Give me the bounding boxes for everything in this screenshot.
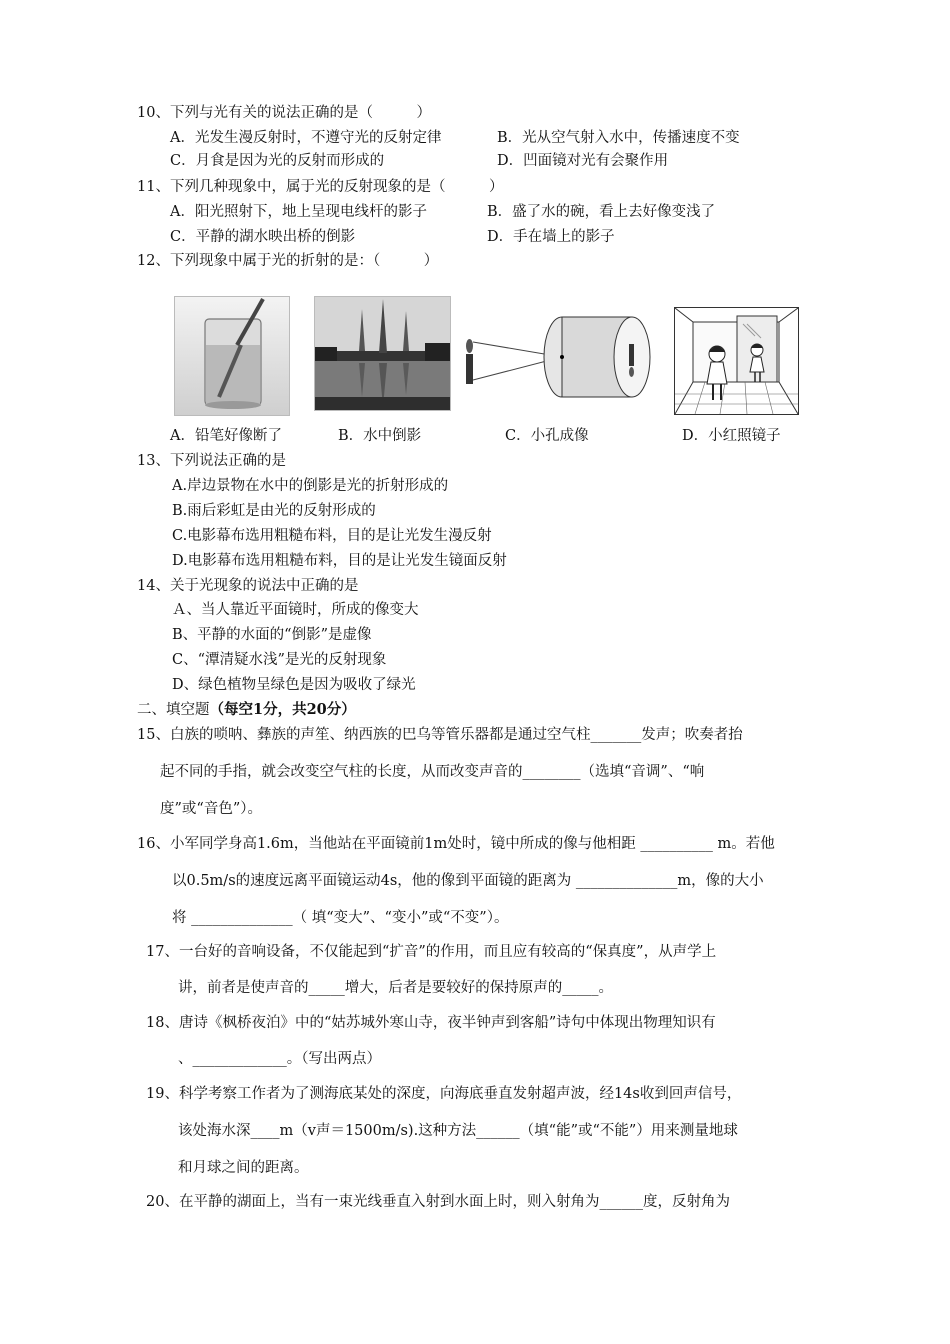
q10-stem: 10、下列与光有关的说法正确的是（ ） (137, 105, 431, 121)
q12-caption-c: C．小孔成像 (505, 428, 589, 444)
q12-stem: 12、下列现象中属于光的折射的是：（ ） (137, 253, 439, 269)
q14-option-d: D、绿色植物呈绿色是因为吸收了绿光 (172, 677, 416, 693)
q18-line-2: 、_____________。（写出两点） (178, 1051, 381, 1067)
section-2-heading (137, 700, 356, 720)
q18-line-1: 18、唐诗《枫桥夜泊》中的“姑苏城外寒山寺，夜半钟声到客船”诗句中体现出物理知识有 (146, 1015, 716, 1031)
q19-line-1: 19、科学考察工作者为了测海底某处的深度，向海底垂直发射超声波，经14s收到回声信号， (146, 1086, 742, 1102)
q15-line-3: 度”或“音色”）。 (160, 801, 262, 817)
q12-caption-a: A．铅笔好像断了 (170, 428, 282, 444)
q11-stem: 11、下列几种现象中，属于光的反射现象的是（ ） (137, 179, 504, 195)
q14-stem: 14、关于光现象的说法中正确的是 (137, 578, 359, 594)
q11-option-c: C．平静的湖水映出桥的倒影 (170, 229, 356, 245)
q17-line-2: 讲，前者是使声音的_____增大，后者是要较好的保持原声的_____。 (178, 980, 613, 996)
q16-line-2: 以0.5m/s的速度远离平面镜运动4s，他的像到平面镜的距离为 ______________m，像的大小 (172, 873, 764, 889)
q17-line-1: 17、一台好的音响设备，不仅能起到“扩音”的作用，而且应有较高的“保真度”，从声学上 (146, 944, 717, 960)
pinhole-camera-image (462, 302, 652, 406)
q13-option-d: D.电影幕布选用粗糙布料，目的是让光发生镜面反射 (172, 553, 507, 569)
q14-option-a: Ａ、当人靠近平面镜时，所成的像变大 (172, 602, 419, 618)
q15-line-1: 15、白族的唢呐、彝族的声笙、纳西族的巴乌等管乐器都是通过空气柱_______发声；吹奏者抬 (137, 727, 743, 743)
q13-option-a: A.岸边景物在水中的倒影是光的折射形成的 (172, 478, 449, 494)
q13-option-b: B.雨后彩虹是由光的反射形成的 (172, 503, 376, 519)
q16-line-3: 将 ______________（ 填“变大”、“变小”或“不变”）。 (172, 910, 509, 926)
q13-stem: 13、下列说法正确的是 (137, 453, 286, 469)
q14-option-b: B、平静的水面的“倒影”是虚像 (172, 627, 372, 643)
girl-mirror-image (674, 307, 799, 415)
q10-option-c: C．月食是因为光的反射而形成的 (170, 153, 385, 169)
q12-caption-b: B．水中倒影 (338, 428, 422, 444)
q10-option-b: B．光从空气射入水中，传播速度不变 (497, 130, 740, 146)
q11-option-d: D．手在墙上的影子 (487, 229, 615, 245)
q10-option-a: A．光发生漫反射时，不遵守光的反射定律 (170, 130, 442, 146)
q11-option-b: B．盛了水的碗，看上去好像变浅了 (487, 204, 716, 220)
pencil-in-glass-image (174, 296, 290, 416)
section-2-prefix: 二、填空题 (137, 702, 210, 718)
q15-line-2: 起不同的手指，就会改变空气柱的长度，从而改变声音的________（选填“音调”、“响 (160, 764, 705, 780)
q11-option-a: A．阳光照射下，地上呈现电线杆的影子 (170, 204, 427, 220)
q13-option-c: C.电影幕布选用粗糙布料，目的是让光发生漫反射 (172, 528, 492, 544)
q12-caption-d: D．小红照镜子 (682, 428, 781, 444)
q19-line-3: 和月球之间的距离。 (178, 1160, 309, 1176)
q16-line-1: 16、小军同学身高1.6m，当他站在平面镜前1m处时，镜中所成的像与他相距 __________ m。若他 (137, 836, 775, 852)
q10-option-d: D．凹面镜对光有会聚作用 (497, 153, 669, 169)
q20-line-1: 20、在平静的湖面上，当有一束光线垂直入射到水面上时，则入射角为______度，反射角为 (146, 1194, 730, 1210)
q14-option-c: C、“潭清疑水浅”是光的反射现象 (172, 652, 387, 668)
q19-line-2: 该处海水深____m（v声＝1500m/s).这种方法______（填“能”或“不能”）用来测量地球 (178, 1123, 738, 1139)
section-2-scoring: （每空1分，共20分） (209, 701, 356, 718)
pagoda-reflection-image (314, 296, 451, 411)
